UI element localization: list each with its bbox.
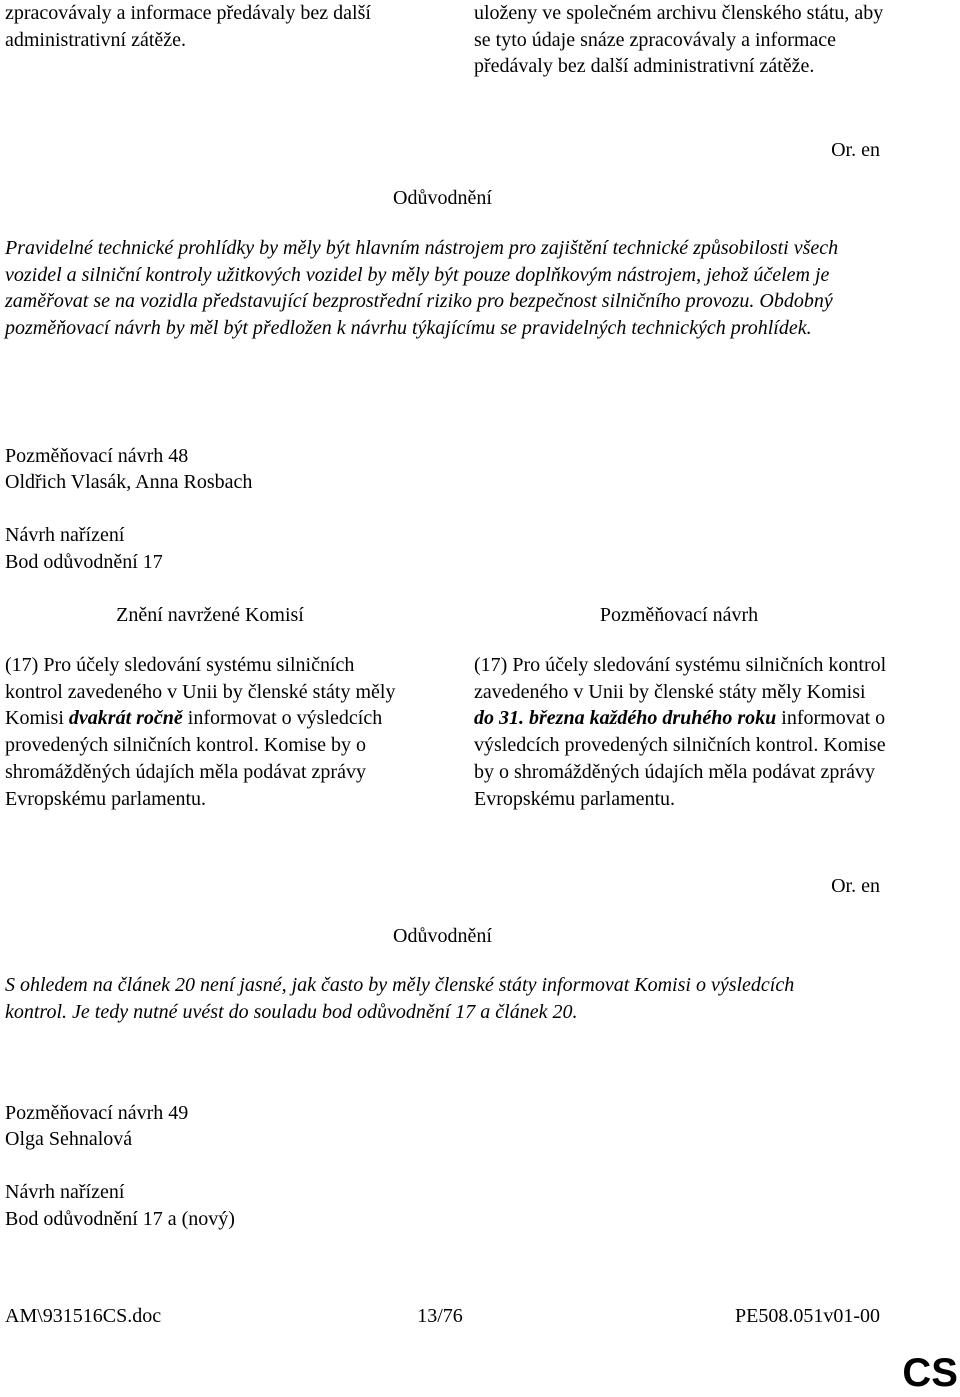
commission-text-part: (17) Pro účely sledování systému silničních kontrol zavedeného v Unii by členské státy měly Komisi xyxy=(5,654,396,730)
commission-text-part: informovat o výsledcích provedených silničních kontrol. Komise by o shromážděných údajích měla podávat zprávy Evropskému parlamentu. xyxy=(5,707,383,810)
footer-page-number: 13/76 xyxy=(417,1305,463,1327)
top-right-text: uloženy ve společném archivu členského státu, aby se tyto údaje snáze zpracovávaly a informace předávaly bez další administrativní zátěže. xyxy=(474,2,884,78)
commission-text xyxy=(5,652,415,812)
top-left-text: zpracovávaly a informace předávaly bez další administrativní zátěže. xyxy=(5,2,371,51)
recital-reference: Bod odůvodnění 17 xyxy=(5,551,163,573)
justification-text: Pravidelné technické prohlídky by měly být hlavním nástrojem pro zajištění technické způsobilosti všech vozidel a silniční kontroly užitkových vozidel by měly být pouze doplňkovým nástrojem, jehož účelem je zaměřovat se na vozidla představující bezprostřední riziko pro bezpečnost silničního provozu. Obdobný pozměňovací návrh by měl být předložen k návrhu týkajícímu se pravidelných technických prohlídek. xyxy=(5,237,839,340)
justification-heading: Odůvodnění xyxy=(393,187,492,209)
amendment-authors: Oldřich Vlasák, Anna Rosbach xyxy=(5,471,253,493)
original-language-label: Or. en xyxy=(831,875,880,897)
amendment-text-heading: Pozměňovací návrh xyxy=(599,604,759,626)
recital-reference: Bod odůvodnění 17 a (nový) xyxy=(5,1208,235,1230)
amendment-text xyxy=(474,652,889,812)
amendment-text-part: informovat o výsledcích provedených silničních kontrol. Komise by o shromážděných údajích měla podávat zprávy Evropskému parlamentu. xyxy=(474,707,886,810)
amendment-text-emphasis: do 31. března každého druhého roku xyxy=(474,707,777,730)
proposal-title: Návrh nařízení xyxy=(5,524,125,546)
footer-pe-reference: PE508.051v01-00 xyxy=(735,1305,880,1327)
amendment-number: Pozměňovací návrh 48 xyxy=(5,445,189,467)
justification-heading: Odůvodnění xyxy=(393,925,492,947)
original-language-label: Or. en xyxy=(831,139,880,161)
amendment-text-part: (17) Pro účely sledování systému silničních kontrol zavedeného v Unii by členské státy měly Komisi xyxy=(474,654,887,703)
commission-text-emphasis: dvakrát ročně xyxy=(68,707,183,730)
justification-text: S ohledem na článek 20 není jasné, jak často by měly členské státy informovat Komisi o výsledcích kontrol. Je tedy nutné uvést do souladu bod odůvodnění 17 a článek 20. xyxy=(5,974,795,1023)
language-code-mark: CS xyxy=(902,1351,958,1395)
amendment-number: Pozměňovací návrh 49 xyxy=(5,1102,189,1124)
commission-text-heading: Znění navržené Komisí xyxy=(116,604,304,626)
footer-document-reference: AM\931516CS.doc xyxy=(5,1305,162,1327)
proposal-title: Návrh nařízení xyxy=(5,1181,125,1203)
amendment-authors: Olga Sehnalová xyxy=(5,1128,133,1150)
